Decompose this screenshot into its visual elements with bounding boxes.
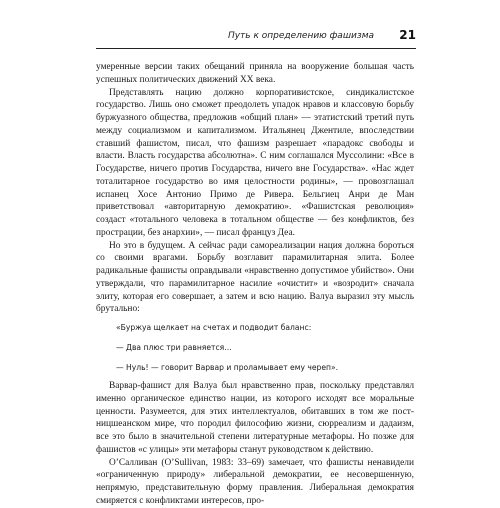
running-header: [96, 26, 416, 49]
quote-block: [96, 322, 414, 374]
body-text: [96, 61, 414, 508]
running-header-title: Путь к определению фашизма: [227, 31, 374, 41]
quote-line: — Два плюс три равняется…: [116, 343, 232, 352]
quote-line: — Нуль! — говорит Варвар и проламывает ему череп».: [116, 363, 339, 372]
paragraph-continued: умеренные версии таких обещаний приняла на вооружение большая часть успешных политических движений XX века.: [96, 62, 414, 85]
paragraph: Представлять нацию должно корпоративистское, синдикалистское государство. Лишь оно сможет преодолеть упадок нравов и классовую борьбу буржуазного общества, предложив «общий план» — этатистский третий путь между социализмом и капитализмом. Итальянец Джентиле, впоследствии ставший фашистом, писал, что фашизм разрешает «парадокс свободы и власти. Власть государства абсолютна». С ним соглашался Муссолини: «Все в Государстве, ничего против Государства, ничего вне Государства». «Нас ждет тоталитарное государство во имя целостности родины», — провозглашал испанец Хосе Антонио Примо де Ривера. Бельгиец Анри де Ман приветствовал «авторитарную демократию». «Фашистская революция» создаст «тотального человека в тотальном обществе — без конфликтов, без прострации, без анархии», — писал француз Деа.: [96, 87, 414, 238]
paragraph: О’Салливан (O’Sullivan, 1983: 33–69) замечает, что фашисты ненавидели «ограниченную природу» либеральной демократии, ее несовершенную, непрямую, представительную форму правления. Либеральная демократия смиряется с конфликтами интересов, про-: [96, 457, 414, 506]
page-number: 21: [399, 28, 416, 42]
paragraph: Варвар-фашист для Валуа был нравственно прав, поскольку представлял именно органическое единство нации, из которого исходят все моральные ценности. Разумеется, для этих интеллектуалов, обитавших в том же пост-ницшеанском мире, что породил философию жизни, сюрреализм и дадаизм, все это было в значительной степени литературные метафоры. Но позже для фашистов «с улицы» эти метафоры станут руководством к действию.: [96, 381, 414, 455]
paragraph: Но это в будущем. А сейчас ради самореализации нация должна бороться со своими врагами. Борьбу возглавит парамилитарная элита. Более радикальные фашисты оправдывали «нравственно допустимое убийство». Они утверждали, что парамилитарное насилие «очистит» и «возродит» сначала элиту, которая его совершает, а затем и всю нацию. Валуа выразил эту мысль брутально:: [96, 240, 414, 315]
quote-line: «Буржуа щелкает на счетах и подводит баланс:: [116, 323, 312, 332]
